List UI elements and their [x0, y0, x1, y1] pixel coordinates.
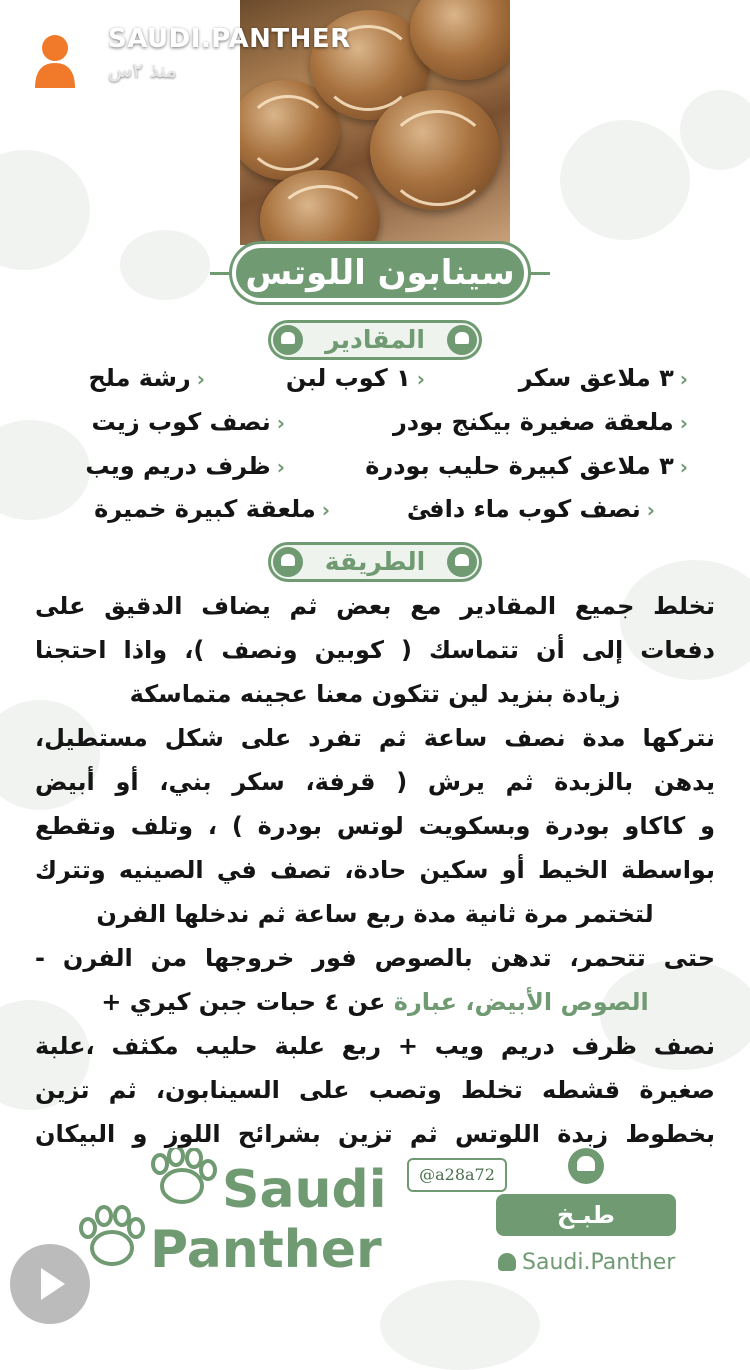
ingredient-item: ‹٣ ملاعق كبيرة حليب بودرة: [365, 452, 688, 480]
ingredient-item: ‹ظرف دريم ويب: [85, 452, 285, 480]
play-button[interactable]: [10, 1244, 90, 1324]
method-heading: الطريقة: [268, 542, 482, 582]
story-header: [0, 0, 750, 100]
background-blob: [380, 1280, 540, 1370]
method-line: زيادة بنزيد لين تتكون معنا عجينه متماسكة: [129, 680, 621, 708]
person-avatar-icon[interactable]: [33, 30, 77, 88]
ingredient-item: ‹ملعقة صغيرة بيكنج بودر: [392, 408, 688, 436]
recipe-title: سينابون اللوتس: [245, 253, 515, 293]
method-line: [35, 980, 715, 1025]
ingredient-row: [0, 452, 750, 492]
story-author[interactable]: SAUDI.PANTHER: [108, 24, 351, 54]
ingredients-heading: المقادير: [268, 320, 482, 360]
background-blob: [0, 150, 90, 270]
method-line: نتركها مدة نصف ساعة ثم تفرد على شكل مستطيل،: [35, 724, 715, 752]
background-blob: [120, 230, 210, 300]
ingredient-row: [0, 364, 750, 404]
method-line: بواسطة الخيط أو سكين حادة، تصف في الصينيه وتترك: [35, 856, 715, 884]
category-button[interactable]: طبـخ: [496, 1194, 676, 1236]
ingredient-item: ‹نصف كوب ماء دافئ: [406, 495, 655, 523]
ingredient-item: ‹رشة ملح: [88, 364, 205, 392]
method-line: صغيرة قشطه تخلط وتصب على السينابون، ثم تزين: [35, 1076, 715, 1104]
snapchat-ghost-icon: [498, 1253, 516, 1271]
ingredient-row: [0, 408, 750, 448]
method-line: بخطوط زبدة اللوتس ثم تزين بشرائح اللوز و البيكان: [35, 1120, 715, 1148]
brand-name-line2: Panther: [150, 1220, 382, 1280]
method-line: و كاكاو بودرة وبسكويت لوتس بودرة ) ، وتلف وتقطع: [35, 812, 715, 840]
method-text: [35, 584, 715, 1148]
ingredient-item: ‹ملعقة كبيرة خميرة: [94, 495, 330, 523]
brand-name-line1: Saudi: [222, 1160, 387, 1220]
bell-icon[interactable]: [619, 34, 655, 70]
method-line: دفعات إلى أن تتماسك ( كوبين ونصف )، واذا احتجنا: [35, 636, 715, 664]
more-vertical-icon[interactable]: [704, 34, 720, 74]
ingredient-row: [0, 495, 750, 535]
method-line: لتختمر مرة ثانية مدة ربع ساعة ثم ندخلها الفرن: [96, 900, 654, 928]
story-timestamp: منذ ٢س: [108, 58, 177, 82]
ingredient-item: ‹٣ ملاعق سكر: [518, 364, 688, 392]
ingredient-item: ‹١ كوب لبن: [285, 364, 425, 392]
method-line: حتى تتحمر، تدهن بالصوص فور خروجها من الفرن -: [35, 944, 715, 972]
recipe-title-banner: [210, 238, 550, 308]
method-line: تخلط جميع المقادير مع بعض ثم يضاف الدقيق على: [35, 592, 715, 620]
instagram-handle: @a28a72: [407, 1158, 507, 1192]
sauce-label: الصوص الأبيض، عبارة: [393, 988, 649, 1016]
method-line: يدهن بالزبدة ثم يرش ( قرفة، سكر بني، أو أبيض: [35, 768, 715, 796]
snapchat-handle: [498, 1250, 675, 1275]
sauce-line-rest: عن ٤ حبات جبن كيري +: [101, 988, 386, 1016]
ingredient-item: ‹نصف كوب زيت: [91, 408, 285, 436]
method-line: نصف ظرف دريم ويب + ربع علبة حليب مكثف ،علبة: [35, 1032, 715, 1060]
snapchat-handle-text: Saudi.Panther: [522, 1250, 676, 1275]
chef-hat-icon: [568, 1148, 604, 1184]
background-blob: [560, 120, 690, 240]
play-icon: [41, 1268, 65, 1300]
background-blob: [680, 90, 750, 170]
